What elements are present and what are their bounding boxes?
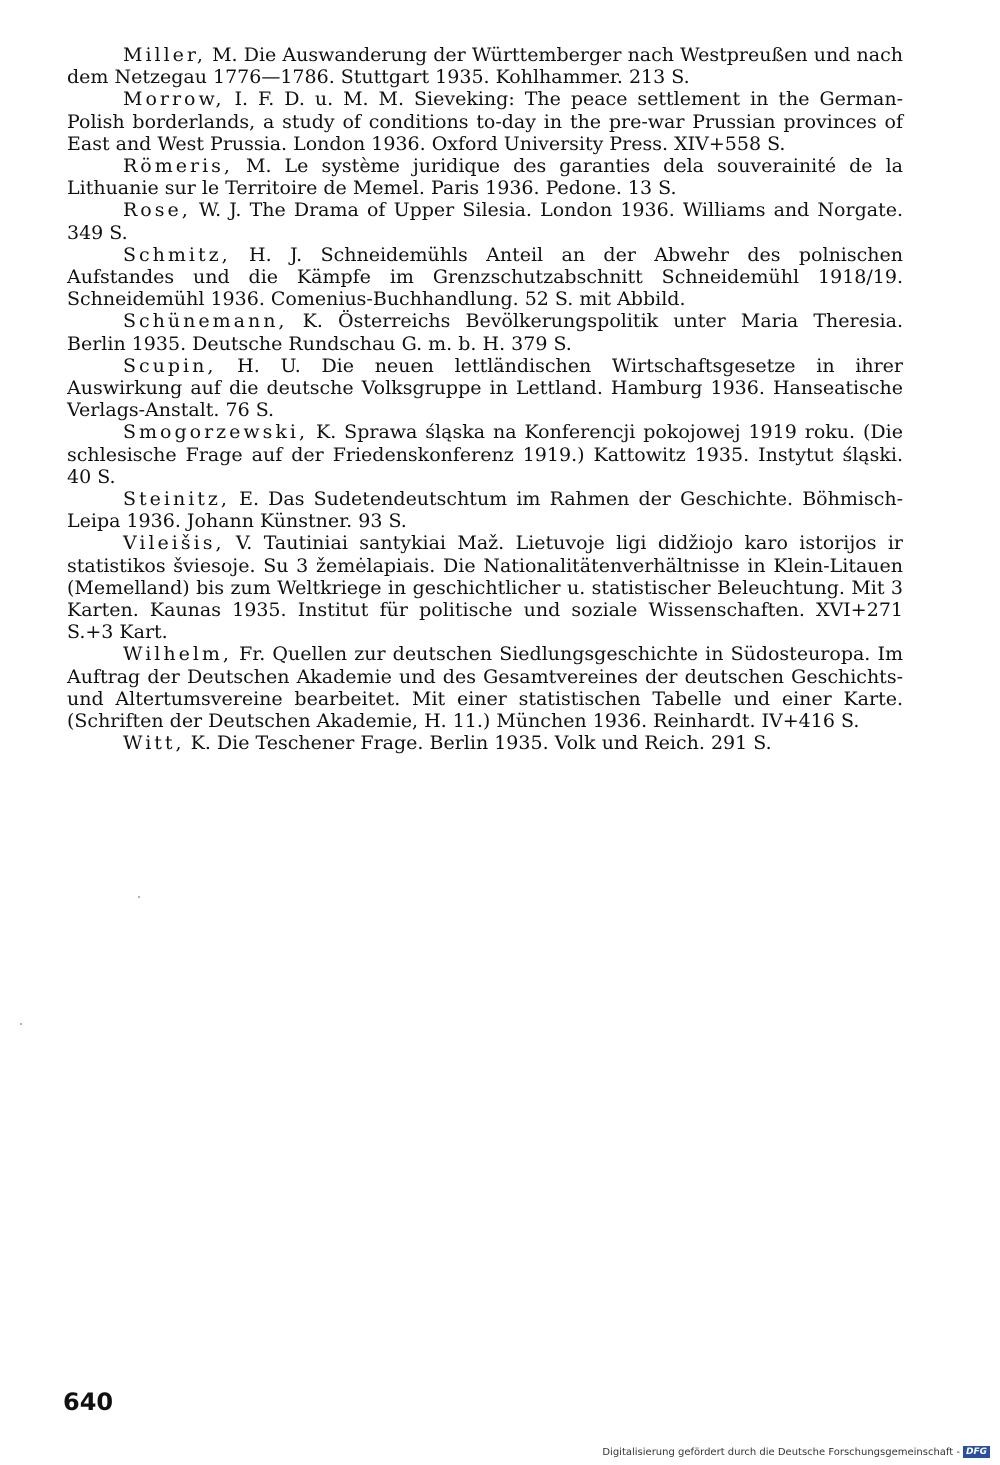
bibliography-entry bbox=[67, 643, 903, 732]
entry-details: K. Die Teschener Frage. Berlin 1935. Volk und Reich. 291 S. bbox=[184, 732, 772, 755]
bibliography-entry bbox=[67, 488, 903, 532]
entry-details: M. Le système juridique des garanties dela souverainité de la Lithuanie sur le Territoire de Memel. Paris 1936. Pedone. 13 S. bbox=[67, 155, 903, 200]
entry-details: K. Österreichs Bevölkerungspolitik unter Maria Theresia. Berlin 1935. Deutsche Rundschau G. m. b. H. 379 S. bbox=[67, 310, 903, 355]
entry-details: E. Das Sudetendeutschtum im Rahmen der Geschichte. Böhmisch-Leipa 1936. Johann Künstner. 93 S. bbox=[67, 488, 903, 533]
entry-author: Morrow, bbox=[123, 88, 225, 111]
entry-author: Wilhelm, bbox=[123, 643, 232, 666]
scan-speck bbox=[20, 1023, 22, 1025]
entry-author: Miller, bbox=[123, 44, 206, 66]
bibliography-entry bbox=[67, 355, 903, 422]
bibliography-entry bbox=[67, 199, 903, 243]
entry-author: Steinitz, bbox=[123, 488, 230, 511]
entry-details: Fr. Quellen zur deutschen Siedlungsgeschichte in Südosteuropa. Im Auftrag der Deutschen Akademie und des Gesamtvereines der deutschen Geschichts- und Altertumsvereine bearbeitet. Mit einer statistischen Tabelle und einer Karte. (Schriften der Deutschen Akademie, H. 11.) München 1936. Reinhardt. IV+416 S. bbox=[67, 643, 903, 733]
entry-details: W. J. The Drama of Upper Silesia. London 1936. Williams and Norgate. 349 S. bbox=[67, 199, 903, 244]
bibliography-entry bbox=[67, 244, 903, 311]
entry-author: Witt, bbox=[123, 732, 185, 755]
entry-author: Rose, bbox=[123, 199, 191, 222]
bibliography-entry bbox=[67, 421, 903, 488]
page-number: 640 bbox=[63, 1388, 114, 1416]
entry-author: Smogorzewski, bbox=[123, 421, 309, 444]
bibliography-entry bbox=[67, 88, 903, 155]
entry-details: H. U. Die neuen lettländischen Wirtschaftsgesetze in ihrer Auswirkung auf die deutsche Volksgruppe in Lettland. Hamburg 1936. Hanseatische Verlags-Anstalt. 76 S. bbox=[67, 354, 903, 422]
bibliography-entry bbox=[67, 155, 903, 199]
entry-details: K. Sprawa śląska na Konferencji pokojowej 1919 roku. (Die schlesische Frage auf der Friedenskonferenz 1919.) Kattowitz 1935. Instytut śląski. 40 S. bbox=[67, 421, 903, 488]
entry-details: I. F. D. u. M. M. Sieveking: The peace settlement in the German-Polish borderlands, a study of conditions to-day in the pre-war Prussian provinces of East and West Prussia. London 1936. Oxford University Press. XIV+558 S. bbox=[67, 88, 903, 155]
bibliography-list bbox=[67, 44, 903, 755]
entry-details: H. J. Schneidemühls Anteil an der Abwehr des polnischen Aufstandes und die Kämpfe im Grenzschutzabschnitt Schneidemühl 1918/19. Schneidemühl 1936. Comenius-Buchhandlung. 52 S. mit Abbild. bbox=[67, 243, 903, 311]
dfg-logo: DFG bbox=[963, 1446, 990, 1458]
bibliography-entry bbox=[67, 44, 903, 88]
entry-author: Römeris, bbox=[123, 155, 233, 178]
entry-author: Vileišis, bbox=[123, 532, 225, 555]
entry-details: V. Tautiniai santykiai Maž. Lietuvoje ligi didžiojo karo istorijos ir statistikos šviesoje. Su 3 žemėlapiais. Die Nationalitätenverhältnisse in Klein-Litauen (Memelland) bis zum Weltkriege in geschichtlicher u. statistischer Beleuchtung. Mit 3 Karten. Kaunas 1935. Institut für politische und soziale Wissenschaften. XVI+271 S.+3 Kart. bbox=[67, 532, 903, 644]
bibliography-entry bbox=[67, 310, 903, 354]
entry-author: Schünemann, bbox=[123, 310, 288, 333]
scan-speck bbox=[138, 896, 140, 898]
entry-author: Schmitz, bbox=[123, 243, 231, 266]
bibliography-entry bbox=[67, 532, 903, 643]
entry-details: M. Die Auswanderung der Württemberger nach Westpreußen und nach dem Netzegau 1776—1786. Stuttgart 1935. Kohlhammer. 213 S. bbox=[67, 44, 903, 89]
entry-author: Scupin, bbox=[123, 354, 217, 377]
footer-text: Digitalisierung gefördert durch die Deutsche Forschungsgemeinschaft - bbox=[602, 1446, 960, 1458]
bibliography-entry bbox=[67, 732, 903, 754]
digitization-footer bbox=[602, 1446, 990, 1458]
